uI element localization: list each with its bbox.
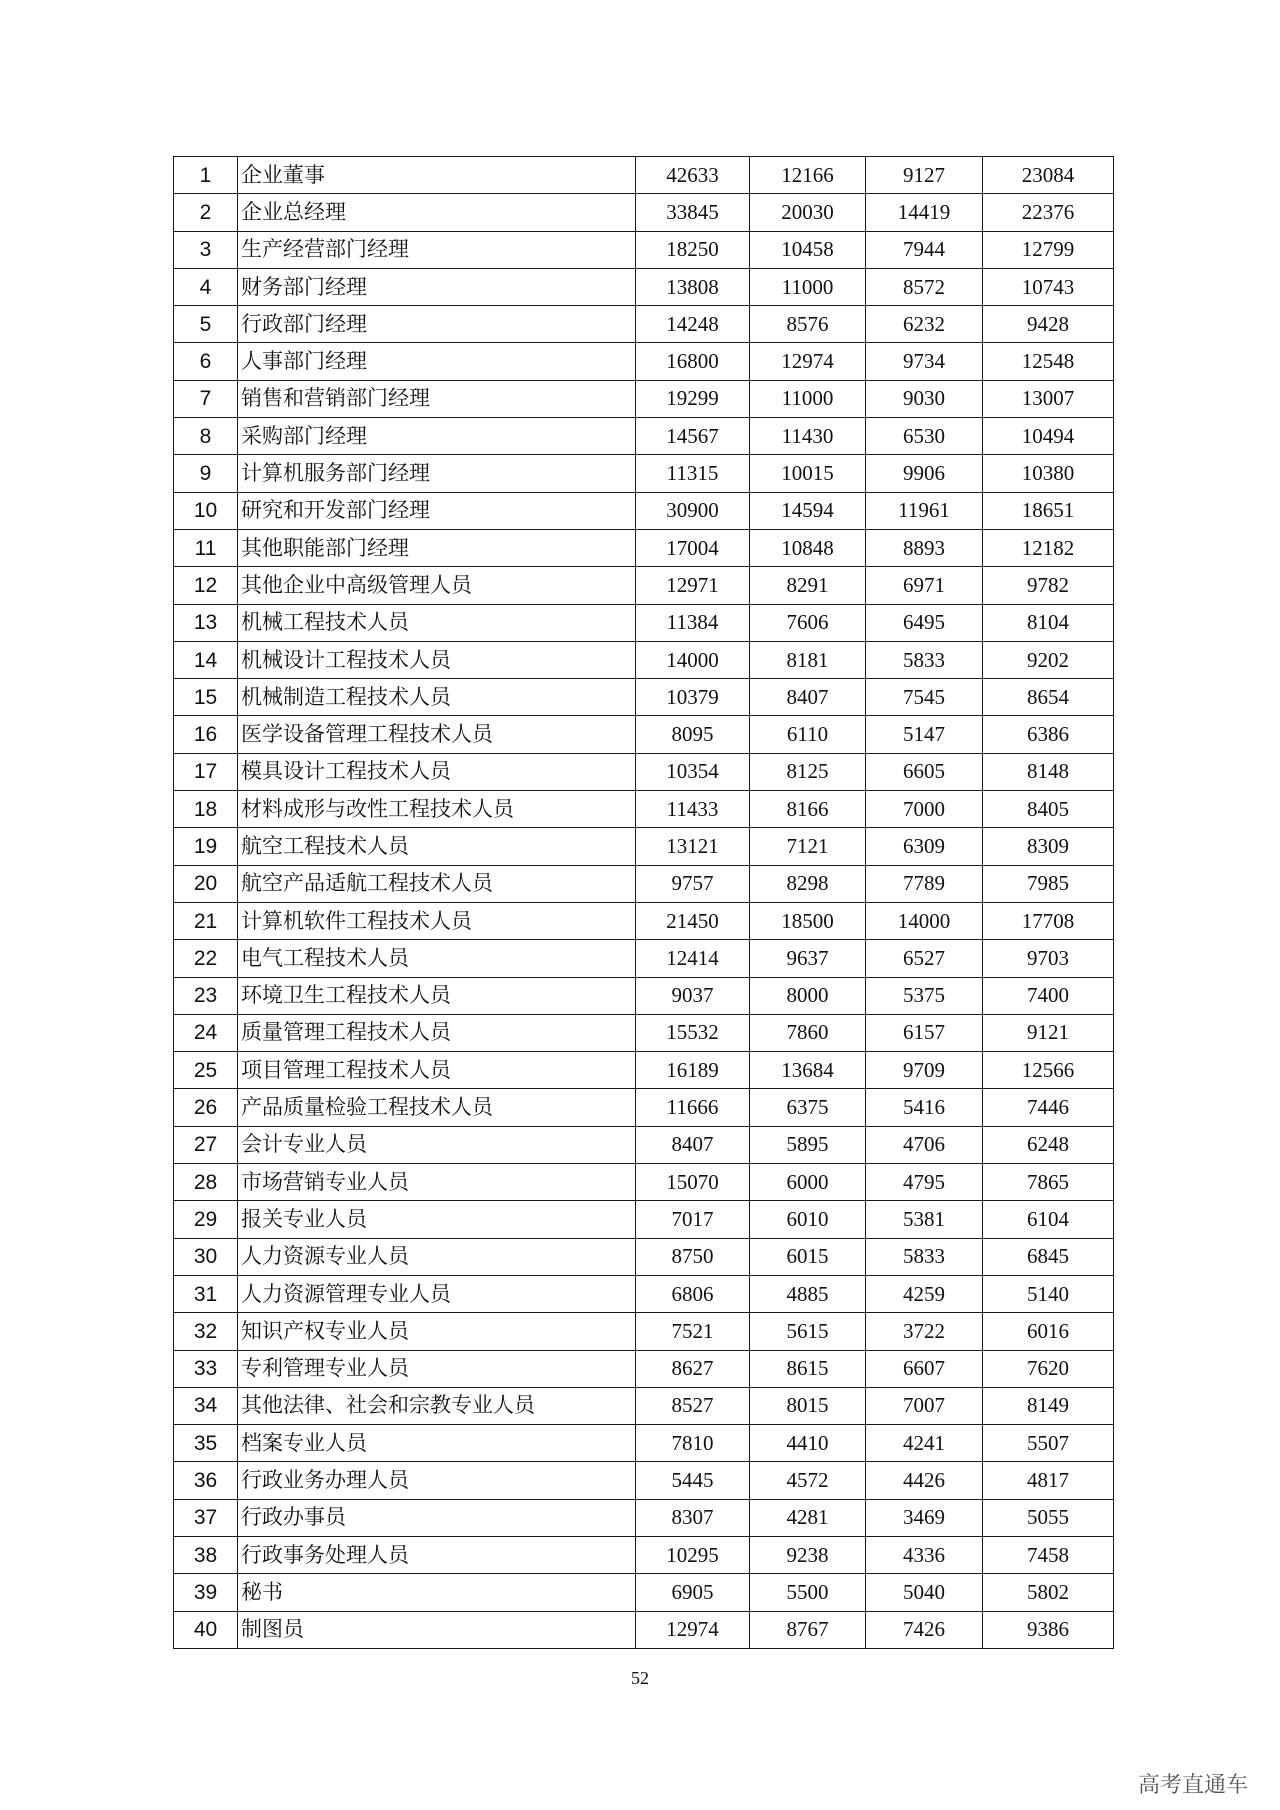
page-number: 52 bbox=[631, 1668, 649, 1688]
salary-average-cell: 9386 bbox=[983, 1611, 1114, 1648]
occupation-name-cell: 研究和开发部门经理 bbox=[238, 492, 636, 529]
table-row bbox=[174, 1350, 1114, 1387]
salary-low-cell: 3469 bbox=[866, 1499, 983, 1536]
salary-median-cell: 8181 bbox=[750, 641, 866, 678]
salary-low-cell: 9734 bbox=[866, 343, 983, 380]
table-row bbox=[174, 529, 1114, 566]
salary-low-cell: 5381 bbox=[866, 1201, 983, 1238]
salary-low-cell: 5416 bbox=[866, 1089, 983, 1126]
table-row bbox=[174, 902, 1114, 939]
salary-low-cell: 4426 bbox=[866, 1462, 983, 1499]
salary-median-cell: 6000 bbox=[750, 1164, 866, 1201]
salary-low-cell: 9127 bbox=[866, 157, 983, 194]
occupation-name-cell: 企业董事 bbox=[238, 157, 636, 194]
row-index-cell: 36 bbox=[174, 1462, 238, 1499]
row-index-cell: 32 bbox=[174, 1313, 238, 1350]
table-row bbox=[174, 977, 1114, 1014]
row-index-cell: 5 bbox=[174, 306, 238, 343]
salary-average-cell: 6845 bbox=[983, 1238, 1114, 1275]
row-index-cell: 11 bbox=[174, 529, 238, 566]
salary-median-cell: 11000 bbox=[750, 268, 866, 305]
table-row bbox=[174, 1052, 1114, 1089]
salary-average-cell: 7865 bbox=[983, 1164, 1114, 1201]
salary-high-cell: 33845 bbox=[636, 194, 750, 231]
salary-average-cell: 18651 bbox=[983, 492, 1114, 529]
salary-high-cell: 8095 bbox=[636, 716, 750, 753]
salary-low-cell: 6971 bbox=[866, 567, 983, 604]
salary-average-cell: 5507 bbox=[983, 1425, 1114, 1462]
occupation-name-cell: 材料成形与改性工程技术人员 bbox=[238, 791, 636, 828]
occupation-name-cell: 制图员 bbox=[238, 1611, 636, 1648]
row-index-cell: 4 bbox=[174, 268, 238, 305]
table-row bbox=[174, 791, 1114, 828]
table-row bbox=[174, 343, 1114, 380]
occupation-name-cell: 秘书 bbox=[238, 1574, 636, 1611]
occupation-name-cell: 医学设备管理工程技术人员 bbox=[238, 716, 636, 753]
row-index-cell: 33 bbox=[174, 1350, 238, 1387]
salary-median-cell: 8576 bbox=[750, 306, 866, 343]
row-index-cell: 21 bbox=[174, 902, 238, 939]
occupation-name-cell: 财务部门经理 bbox=[238, 268, 636, 305]
salary-median-cell: 8407 bbox=[750, 679, 866, 716]
salary-low-cell: 5833 bbox=[866, 641, 983, 678]
table-row bbox=[174, 1425, 1114, 1462]
salary-median-cell: 11000 bbox=[750, 380, 866, 417]
row-index-cell: 24 bbox=[174, 1014, 238, 1051]
salary-median-cell: 7860 bbox=[750, 1014, 866, 1051]
salary-high-cell: 11315 bbox=[636, 455, 750, 492]
salary-high-cell: 6806 bbox=[636, 1275, 750, 1312]
occupation-name-cell: 产品质量检验工程技术人员 bbox=[238, 1089, 636, 1126]
table-row bbox=[174, 231, 1114, 268]
salary-median-cell: 8767 bbox=[750, 1611, 866, 1648]
salary-high-cell: 9757 bbox=[636, 865, 750, 902]
salary-low-cell: 6309 bbox=[866, 828, 983, 865]
table-row bbox=[174, 1574, 1114, 1611]
salary-high-cell: 16800 bbox=[636, 343, 750, 380]
row-index-cell: 38 bbox=[174, 1536, 238, 1573]
salary-median-cell: 8298 bbox=[750, 865, 866, 902]
salary-high-cell: 21450 bbox=[636, 902, 750, 939]
occupation-name-cell: 机械设计工程技术人员 bbox=[238, 641, 636, 678]
row-index-cell: 25 bbox=[174, 1052, 238, 1089]
salary-low-cell: 6605 bbox=[866, 753, 983, 790]
salary-high-cell: 10354 bbox=[636, 753, 750, 790]
row-index-cell: 9 bbox=[174, 455, 238, 492]
salary-median-cell: 6110 bbox=[750, 716, 866, 753]
salary-high-cell: 13121 bbox=[636, 828, 750, 865]
salary-average-cell: 8309 bbox=[983, 828, 1114, 865]
salary-high-cell: 19299 bbox=[636, 380, 750, 417]
salary-median-cell: 8125 bbox=[750, 753, 866, 790]
row-index-cell: 18 bbox=[174, 791, 238, 828]
salary-high-cell: 7017 bbox=[636, 1201, 750, 1238]
salary-low-cell: 4336 bbox=[866, 1536, 983, 1573]
occupation-name-cell: 行政办事员 bbox=[238, 1499, 636, 1536]
salary-low-cell: 6495 bbox=[866, 604, 983, 641]
salary-median-cell: 20030 bbox=[750, 194, 866, 231]
salary-low-cell: 7944 bbox=[866, 231, 983, 268]
row-index-cell: 37 bbox=[174, 1499, 238, 1536]
table-row bbox=[174, 1014, 1114, 1051]
salary-high-cell: 12971 bbox=[636, 567, 750, 604]
table-row bbox=[174, 1126, 1114, 1163]
table-row bbox=[174, 1536, 1114, 1573]
salary-median-cell: 12974 bbox=[750, 343, 866, 380]
occupation-name-cell: 知识产权专业人员 bbox=[238, 1313, 636, 1350]
salary-high-cell: 13808 bbox=[636, 268, 750, 305]
salary-high-cell: 8750 bbox=[636, 1238, 750, 1275]
salary-average-cell: 10743 bbox=[983, 268, 1114, 305]
occupation-name-cell: 航空产品适航工程技术人员 bbox=[238, 865, 636, 902]
row-index-cell: 7 bbox=[174, 380, 238, 417]
salary-high-cell: 30900 bbox=[636, 492, 750, 529]
salary-median-cell: 4281 bbox=[750, 1499, 866, 1536]
table-row bbox=[174, 641, 1114, 678]
row-index-cell: 3 bbox=[174, 231, 238, 268]
occupation-name-cell: 机械制造工程技术人员 bbox=[238, 679, 636, 716]
salary-average-cell: 7620 bbox=[983, 1350, 1114, 1387]
salary-average-cell: 17708 bbox=[983, 902, 1114, 939]
table-row bbox=[174, 1313, 1114, 1350]
salary-high-cell: 8307 bbox=[636, 1499, 750, 1536]
row-index-cell: 34 bbox=[174, 1387, 238, 1424]
salary-high-cell: 8627 bbox=[636, 1350, 750, 1387]
salary-average-cell: 7400 bbox=[983, 977, 1114, 1014]
occupation-name-cell: 计算机服务部门经理 bbox=[238, 455, 636, 492]
salary-low-cell: 3722 bbox=[866, 1313, 983, 1350]
occupation-name-cell: 采购部门经理 bbox=[238, 418, 636, 455]
salary-median-cell: 5500 bbox=[750, 1574, 866, 1611]
salary-high-cell: 8527 bbox=[636, 1387, 750, 1424]
salary-low-cell: 6232 bbox=[866, 306, 983, 343]
salary-low-cell: 14419 bbox=[866, 194, 983, 231]
table-row bbox=[174, 306, 1114, 343]
salary-average-cell: 9202 bbox=[983, 641, 1114, 678]
row-index-cell: 10 bbox=[174, 492, 238, 529]
salary-high-cell: 6905 bbox=[636, 1574, 750, 1611]
salary-average-cell: 9121 bbox=[983, 1014, 1114, 1051]
salary-average-cell: 10494 bbox=[983, 418, 1114, 455]
occupation-name-cell: 模具设计工程技术人员 bbox=[238, 753, 636, 790]
salary-median-cell: 9637 bbox=[750, 940, 866, 977]
salary-median-cell: 4410 bbox=[750, 1425, 866, 1462]
salary-high-cell: 7521 bbox=[636, 1313, 750, 1350]
salary-average-cell: 6016 bbox=[983, 1313, 1114, 1350]
salary-low-cell: 8572 bbox=[866, 268, 983, 305]
salary-low-cell: 8893 bbox=[866, 529, 983, 566]
row-index-cell: 16 bbox=[174, 716, 238, 753]
salary-low-cell: 4706 bbox=[866, 1126, 983, 1163]
row-index-cell: 30 bbox=[174, 1238, 238, 1275]
salary-median-cell: 8291 bbox=[750, 567, 866, 604]
salary-high-cell: 17004 bbox=[636, 529, 750, 566]
salary-median-cell: 18500 bbox=[750, 902, 866, 939]
salary-high-cell: 11666 bbox=[636, 1089, 750, 1126]
occupation-name-cell: 项目管理工程技术人员 bbox=[238, 1052, 636, 1089]
table-row bbox=[174, 1462, 1114, 1499]
salary-average-cell: 12182 bbox=[983, 529, 1114, 566]
occupation-name-cell: 行政业务办理人员 bbox=[238, 1462, 636, 1499]
occupation-name-cell: 电气工程技术人员 bbox=[238, 940, 636, 977]
salary-median-cell: 10015 bbox=[750, 455, 866, 492]
salary-average-cell: 6104 bbox=[983, 1201, 1114, 1238]
salary-high-cell: 10379 bbox=[636, 679, 750, 716]
salary-median-cell: 10848 bbox=[750, 529, 866, 566]
salary-average-cell: 12566 bbox=[983, 1052, 1114, 1089]
occupation-name-cell: 档案专业人员 bbox=[238, 1425, 636, 1462]
row-index-cell: 2 bbox=[174, 194, 238, 231]
salary-median-cell: 8015 bbox=[750, 1387, 866, 1424]
occupation-name-cell: 其他法律、社会和宗教专业人员 bbox=[238, 1387, 636, 1424]
salary-high-cell: 42633 bbox=[636, 157, 750, 194]
salary-low-cell: 6530 bbox=[866, 418, 983, 455]
table-row bbox=[174, 1499, 1114, 1536]
salary-low-cell: 4795 bbox=[866, 1164, 983, 1201]
row-index-cell: 14 bbox=[174, 641, 238, 678]
salary-average-cell: 12799 bbox=[983, 231, 1114, 268]
salary-median-cell: 6015 bbox=[750, 1238, 866, 1275]
salary-median-cell: 5615 bbox=[750, 1313, 866, 1350]
salary-low-cell: 11961 bbox=[866, 492, 983, 529]
salary-high-cell: 14000 bbox=[636, 641, 750, 678]
salary-high-cell: 14567 bbox=[636, 418, 750, 455]
salary-high-cell: 18250 bbox=[636, 231, 750, 268]
occupation-name-cell: 销售和营销部门经理 bbox=[238, 380, 636, 417]
table-row bbox=[174, 157, 1114, 194]
table-row bbox=[174, 753, 1114, 790]
salary-low-cell: 7426 bbox=[866, 1611, 983, 1648]
occupation-name-cell: 企业总经理 bbox=[238, 194, 636, 231]
salary-median-cell: 14594 bbox=[750, 492, 866, 529]
salary-high-cell: 10295 bbox=[636, 1536, 750, 1573]
occupation-name-cell: 市场营销专业人员 bbox=[238, 1164, 636, 1201]
watermark-text: 高考直通车 bbox=[1137, 1773, 1248, 1798]
row-index-cell: 22 bbox=[174, 940, 238, 977]
table-row bbox=[174, 604, 1114, 641]
salary-median-cell: 8615 bbox=[750, 1350, 866, 1387]
salary-median-cell: 11430 bbox=[750, 418, 866, 455]
salary-median-cell: 8166 bbox=[750, 791, 866, 828]
table-row bbox=[174, 492, 1114, 529]
row-index-cell: 28 bbox=[174, 1164, 238, 1201]
row-index-cell: 19 bbox=[174, 828, 238, 865]
table-row bbox=[174, 1387, 1114, 1424]
occupation-name-cell: 环境卫生工程技术人员 bbox=[238, 977, 636, 1014]
row-index-cell: 31 bbox=[174, 1275, 238, 1312]
salary-average-cell: 9782 bbox=[983, 567, 1114, 604]
occupation-name-cell: 行政事务处理人员 bbox=[238, 1536, 636, 1573]
salary-high-cell: 11433 bbox=[636, 791, 750, 828]
salary-low-cell: 14000 bbox=[866, 902, 983, 939]
row-index-cell: 6 bbox=[174, 343, 238, 380]
salary-table bbox=[173, 156, 1114, 1649]
salary-average-cell: 9703 bbox=[983, 940, 1114, 977]
row-index-cell: 12 bbox=[174, 567, 238, 604]
row-index-cell: 27 bbox=[174, 1126, 238, 1163]
table-row bbox=[174, 1238, 1114, 1275]
occupation-name-cell: 其他企业中高级管理人员 bbox=[238, 567, 636, 604]
salary-median-cell: 6010 bbox=[750, 1201, 866, 1238]
salary-median-cell: 7606 bbox=[750, 604, 866, 641]
row-index-cell: 26 bbox=[174, 1089, 238, 1126]
occupation-name-cell: 机械工程技术人员 bbox=[238, 604, 636, 641]
salary-average-cell: 8104 bbox=[983, 604, 1114, 641]
salary-high-cell: 8407 bbox=[636, 1126, 750, 1163]
salary-average-cell: 8405 bbox=[983, 791, 1114, 828]
salary-average-cell: 7458 bbox=[983, 1536, 1114, 1573]
table-row bbox=[174, 1275, 1114, 1312]
salary-average-cell: 23084 bbox=[983, 157, 1114, 194]
row-index-cell: 20 bbox=[174, 865, 238, 902]
table-row bbox=[174, 194, 1114, 231]
salary-low-cell: 9030 bbox=[866, 380, 983, 417]
salary-median-cell: 5895 bbox=[750, 1126, 866, 1163]
salary-average-cell: 7985 bbox=[983, 865, 1114, 902]
row-index-cell: 23 bbox=[174, 977, 238, 1014]
salary-high-cell: 11384 bbox=[636, 604, 750, 641]
occupation-name-cell: 报关专业人员 bbox=[238, 1201, 636, 1238]
salary-average-cell: 22376 bbox=[983, 194, 1114, 231]
occupation-name-cell: 计算机软件工程技术人员 bbox=[238, 902, 636, 939]
salary-average-cell: 6248 bbox=[983, 1126, 1114, 1163]
salary-average-cell: 5140 bbox=[983, 1275, 1114, 1312]
salary-low-cell: 4241 bbox=[866, 1425, 983, 1462]
salary-high-cell: 12414 bbox=[636, 940, 750, 977]
salary-average-cell: 8148 bbox=[983, 753, 1114, 790]
salary-low-cell: 4259 bbox=[866, 1275, 983, 1312]
salary-low-cell: 6607 bbox=[866, 1350, 983, 1387]
salary-low-cell: 5040 bbox=[866, 1574, 983, 1611]
table-row bbox=[174, 418, 1114, 455]
table-row bbox=[174, 1089, 1114, 1126]
salary-high-cell: 16189 bbox=[636, 1052, 750, 1089]
salary-low-cell: 9906 bbox=[866, 455, 983, 492]
salary-low-cell: 9709 bbox=[866, 1052, 983, 1089]
table-row bbox=[174, 268, 1114, 305]
salary-low-cell: 6157 bbox=[866, 1014, 983, 1051]
row-index-cell: 39 bbox=[174, 1574, 238, 1611]
salary-high-cell: 15532 bbox=[636, 1014, 750, 1051]
table-row bbox=[174, 716, 1114, 753]
row-index-cell: 8 bbox=[174, 418, 238, 455]
salary-average-cell: 13007 bbox=[983, 380, 1114, 417]
occupation-name-cell: 专利管理专业人员 bbox=[238, 1350, 636, 1387]
table-row bbox=[174, 1201, 1114, 1238]
salary-median-cell: 4572 bbox=[750, 1462, 866, 1499]
row-index-cell: 40 bbox=[174, 1611, 238, 1648]
row-index-cell: 13 bbox=[174, 604, 238, 641]
row-index-cell: 29 bbox=[174, 1201, 238, 1238]
salary-high-cell: 7810 bbox=[636, 1425, 750, 1462]
table-row bbox=[174, 828, 1114, 865]
salary-average-cell: 8149 bbox=[983, 1387, 1114, 1424]
salary-average-cell: 6386 bbox=[983, 716, 1114, 753]
table-row bbox=[174, 1164, 1114, 1201]
salary-median-cell: 9238 bbox=[750, 1536, 866, 1573]
salary-median-cell: 10458 bbox=[750, 231, 866, 268]
salary-low-cell: 5375 bbox=[866, 977, 983, 1014]
salary-median-cell: 6375 bbox=[750, 1089, 866, 1126]
row-index-cell: 35 bbox=[174, 1425, 238, 1462]
table-row bbox=[174, 865, 1114, 902]
salary-median-cell: 7121 bbox=[750, 828, 866, 865]
occupation-name-cell: 人事部门经理 bbox=[238, 343, 636, 380]
row-index-cell: 17 bbox=[174, 753, 238, 790]
salary-low-cell: 7000 bbox=[866, 791, 983, 828]
table-row bbox=[174, 1611, 1114, 1648]
occupation-name-cell: 人力资源专业人员 bbox=[238, 1238, 636, 1275]
salary-average-cell: 5802 bbox=[983, 1574, 1114, 1611]
occupation-name-cell: 行政部门经理 bbox=[238, 306, 636, 343]
salary-low-cell: 7545 bbox=[866, 679, 983, 716]
salary-average-cell: 5055 bbox=[983, 1499, 1114, 1536]
salary-low-cell: 7789 bbox=[866, 865, 983, 902]
salary-high-cell: 9037 bbox=[636, 977, 750, 1014]
occupation-name-cell: 其他职能部门经理 bbox=[238, 529, 636, 566]
salary-low-cell: 7007 bbox=[866, 1387, 983, 1424]
occupation-name-cell: 会计专业人员 bbox=[238, 1126, 636, 1163]
table-row bbox=[174, 455, 1114, 492]
salary-median-cell: 12166 bbox=[750, 157, 866, 194]
salary-average-cell: 10380 bbox=[983, 455, 1114, 492]
table-row bbox=[174, 567, 1114, 604]
salary-table-body bbox=[174, 157, 1114, 1649]
salary-average-cell: 12548 bbox=[983, 343, 1114, 380]
salary-high-cell: 14248 bbox=[636, 306, 750, 343]
salary-average-cell: 4817 bbox=[983, 1462, 1114, 1499]
salary-high-cell: 5445 bbox=[636, 1462, 750, 1499]
salary-high-cell: 15070 bbox=[636, 1164, 750, 1201]
occupation-name-cell: 生产经营部门经理 bbox=[238, 231, 636, 268]
salary-median-cell: 13684 bbox=[750, 1052, 866, 1089]
salary-high-cell: 12974 bbox=[636, 1611, 750, 1648]
salary-low-cell: 6527 bbox=[866, 940, 983, 977]
row-index-cell: 15 bbox=[174, 679, 238, 716]
row-index-cell: 1 bbox=[174, 157, 238, 194]
salary-average-cell: 9428 bbox=[983, 306, 1114, 343]
salary-median-cell: 8000 bbox=[750, 977, 866, 1014]
salary-average-cell: 7446 bbox=[983, 1089, 1114, 1126]
occupation-name-cell: 航空工程技术人员 bbox=[238, 828, 636, 865]
table-row bbox=[174, 380, 1114, 417]
table-row bbox=[174, 679, 1114, 716]
table-row bbox=[174, 940, 1114, 977]
salary-average-cell: 8654 bbox=[983, 679, 1114, 716]
salary-low-cell: 5833 bbox=[866, 1238, 983, 1275]
occupation-name-cell: 质量管理工程技术人员 bbox=[238, 1014, 636, 1051]
salary-low-cell: 5147 bbox=[866, 716, 983, 753]
occupation-name-cell: 人力资源管理专业人员 bbox=[238, 1275, 636, 1312]
salary-median-cell: 4885 bbox=[750, 1275, 866, 1312]
